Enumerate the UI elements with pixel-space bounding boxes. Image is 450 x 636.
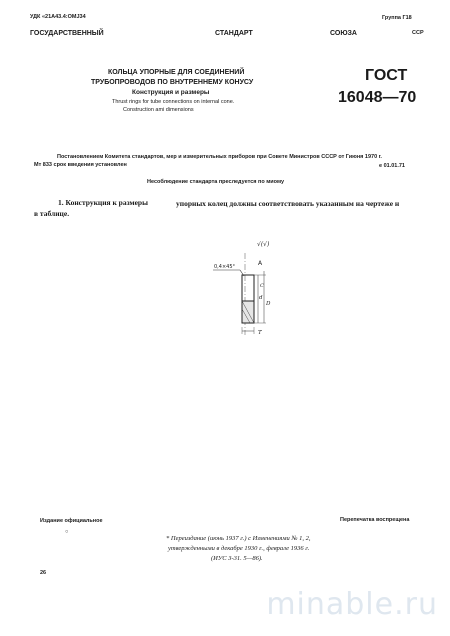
- title-ru-line2: ТРУБОПРОВОДОВ ПО ВНУТРЕННЕМУ КОНУСУ: [91, 79, 254, 86]
- udk-code: УДК «21А43.4:ОМЈ34: [30, 14, 86, 20]
- no-reprint: Перепечатка воспрещена: [340, 517, 410, 523]
- header-standart: СТАНДАРТ: [215, 30, 253, 37]
- gost-label: ГОСТ: [365, 67, 408, 84]
- label-a: A: [258, 260, 263, 267]
- ring-drawing: [200, 235, 300, 340]
- label-d1: d: [259, 295, 263, 301]
- reprint-note-1: * Переиздание (июнь 1937 г.) с Изменениями № 1, 2,: [166, 535, 311, 542]
- title-en-line1: Thrust rings for tube connections on internal cone.: [112, 99, 235, 105]
- label-t: T: [258, 330, 262, 336]
- label-d2: D: [266, 301, 271, 307]
- paragraph-line2: в таблице.: [34, 209, 70, 218]
- paragraph-line1-b: упорных колец должны соответствовать указанным на чертеже н: [176, 199, 400, 208]
- title-ru-sub: Конструкция и размеры: [132, 89, 210, 96]
- header-soyuza: СОЮЗА: [330, 30, 357, 37]
- watermark: minable.ru: [266, 587, 438, 622]
- label-c: C: [260, 283, 264, 289]
- group-code: Группа Г18: [382, 15, 412, 21]
- reprint-note-3: (ИУС 3-31. 5—86).: [211, 555, 263, 562]
- chamfer-label: 0,4×45°: [214, 264, 236, 270]
- header-gosudarstvenny: ГОСУДАРСТВЕННЫЙ: [30, 30, 104, 37]
- header-ssr: ССР: [412, 30, 424, 36]
- title-ru-line1: КОЛЬЦА УПОРНЫЕ ДЛЯ СОЕДИНЕНИЙ: [108, 69, 245, 76]
- page-number: 26: [40, 570, 47, 576]
- official-edition: Издание официальное: [40, 518, 103, 524]
- paragraph-line1-a: 1. Конструкция к размеры: [58, 198, 148, 207]
- official-mark: ○: [65, 529, 69, 535]
- decree-line2-right: е 01.01.71: [379, 163, 405, 169]
- roughness-mark: √(√): [257, 241, 270, 248]
- gost-number: 16048—70: [338, 89, 417, 106]
- decree-line2-left: Мт 833 срок введения установлен: [34, 162, 127, 168]
- reprint-note-2: утвержденными в декабре 1930 г., феврале 1936 г.: [168, 545, 310, 552]
- decree-line1: Постановлением Комитета стандартов, мер и измерительных приборов при Совете Министров СССР от Гиюня 1970 г.: [57, 154, 382, 160]
- notice-text: Несоблюдение стандарта преследуется по миому: [147, 179, 285, 185]
- title-en-line2: Construction ami dimensions: [123, 107, 194, 113]
